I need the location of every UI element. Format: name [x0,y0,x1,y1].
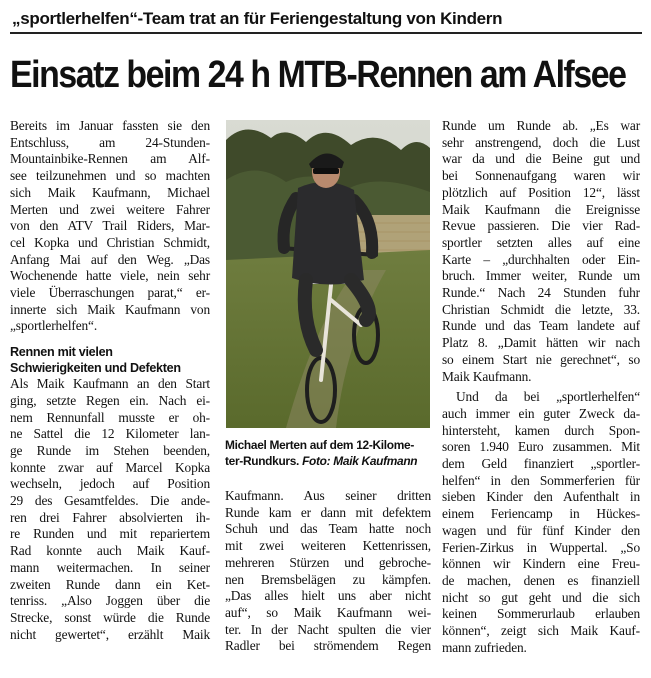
text-line: Anfang Mai auf den Weg. „Das [10,251,210,267]
text-line: tenriss. „Also Joggen über die [10,593,210,609]
text-line: ter. In der Nacht spulten die vier [225,621,431,637]
text-line: von den ATV Trail Riders, Mar- [10,218,210,234]
caption-line: Michael Merten auf dem 12-Kilome- [225,438,414,452]
text-line: Runde.“ Nach 24 Stunden fuhr [442,285,640,301]
article-photo [226,120,430,428]
article-column-1 [10,118,210,643]
text-line: nem Rennunfall musste er oh- [10,409,210,425]
text-line: einem Feriencamp in Hückes- [442,506,640,522]
text-line: Radler bei strömendem Regen [225,638,431,654]
text-line: ne Sattel die 12 Kilometer lan- [10,426,210,442]
kicker-rule [10,32,642,34]
paragraph-4 [442,389,640,656]
text-line: „Das alles hielt uns aber nicht [225,588,431,604]
text-line: so einem Start nie gerechnet“, so [442,351,640,367]
text-line: mann weitermachen. In seiner [10,559,210,575]
text-line: cel Kopka und Christian Schmidt, [10,234,210,250]
article-column-3 [442,118,640,657]
text-line: nicht gewertet“, erzählt Maik [10,626,210,642]
text-line: Christian Schmidt die letzte, 33. [442,301,640,317]
text-line: dem Geld finanziert „sportler- [442,456,640,472]
text-line: plötzlich auf Position 12“, lässt [442,184,640,200]
text-line: viele Überraschungen parat,“ er- [10,285,210,301]
text-line: Schuh und das Team hatte noch [225,521,431,537]
text-line: 29 des Gesamtfeldes. Die ande- [10,493,210,509]
text-line: soren 1.940 Euro zusammen. Mit [442,439,640,455]
text-line: nicht so gut geht und die sich [442,589,640,605]
text-line: Entschluss, am 24-Stunden- [10,134,210,150]
text-line: innerte sich Maik Kaufmann von [10,301,210,317]
text-line: ge Runde im Stehen beenden, [10,442,210,458]
text-line: zweiten Runde dann ein Ket- [10,576,210,592]
text-line: ging, setzte Regen ein. Nach ei- [10,392,210,408]
paragraph-2 [10,376,210,643]
text-line: see teilzunehmen und so machten [10,168,210,184]
text-line: Mountainbike-Rennen am Alf- [10,151,210,167]
text-line: Revue passieren. Die vier Rad- [442,218,640,234]
subheading [10,345,210,376]
text-line: sich Maik Kaufmann, Michael [10,184,210,200]
text-line: Maik Kaufmann die Ereignisse [442,201,640,217]
text-line: Rad konnte auch Maik Kauf- [10,543,210,559]
text-line: wagen und für fünf Kinder den [442,522,640,538]
text-line: nen Bremsbelägen zu kämpfen. [225,571,431,587]
kicker-line: „sportlerhelfen“-Team trat an für Feriengestaltung von Kindern [12,9,503,28]
caption-line [225,453,435,469]
text-line: bei Sonnenaufgang waren wir [442,168,640,184]
text-line: sehr anstrengend, doch die Lust [442,134,640,150]
text-line: re Runden und mit repariertem [10,526,210,542]
text-line: war da und die Beine gut und [442,151,640,167]
text-line: mit zwei weiteren Kettenrissen, [225,538,431,554]
text-line: Platz 8. „Damit hätten wir nach [442,335,640,351]
text-line: können wir Kindern eine Freu- [442,556,640,572]
text-line: Wochenende hatte viele, nein sehr [10,268,210,284]
text-line: Merten und zwei weitere Fahrer [10,201,210,217]
paragraph-1 [10,118,210,335]
text-line: auf“, so Maik Kaufmann wei- [225,604,431,620]
text-line: mehreren Stürzen und gebroche- [225,554,431,570]
text-line: hintersteht, kamen durch Spon- [442,422,640,438]
text-line: Runde kam er dann mit defektem [225,504,431,520]
cyclist-photo-illustration [226,120,430,428]
text-line: bruch. Immer weiter, Runde um [442,268,640,284]
paragraph-3 [442,118,640,385]
text-line: „sportlerhelfen“. [10,318,98,334]
text-line: Runde um Runde ab. „Es war [442,118,640,133]
text-line: wechseln, jedoch auf Position [10,476,210,492]
caption-text: ter-Rundkurs. [225,454,300,468]
text-line: ren drei Fahrer absolvierten ih- [10,509,210,525]
headline: Einsatz beim 24 h MTB-Rennen am Alfsee [10,54,626,96]
subheading-line: Schwierigkeiten und Defekten [10,360,181,375]
photo-credit: Foto: Maik Kaufmann [302,454,418,468]
text-line: helfen“ in den Sommerferien für [442,472,640,488]
photo-caption [225,437,435,469]
article-column-2 [225,488,431,655]
text-line: Runde und das Team landete auf [442,318,640,334]
text-line: mann zufrieden. [442,639,527,655]
text-line: de machen, denen es finanziell [442,572,640,588]
text-line: Ferien-Zirkus in Wuppertal. „So [442,539,640,555]
text-line: konnte zwar auf Marcel Kopka [10,459,210,475]
text-line: Bereits im Januar fassten sie den [10,118,210,133]
text-line: auch immer ein guter Zweck da- [442,405,640,421]
text-line: sieben Kinder den Aufenthalt in [442,489,640,505]
text-line: können“, zeigt sich Maik Kauf- [442,623,640,639]
text-line: Als Maik Kaufmann an den Start [10,376,210,392]
text-line: sportler setzten alles auf eine [442,234,640,250]
text-line: Maik Kaufmann. [442,368,532,384]
text-line: Karte – „durchhalten oder Ein- [442,251,640,267]
text-line: Kaufmann. Aus seiner dritten [225,488,431,503]
subheading-line: Rennen mit vielen [10,345,113,360]
text-line: Strecke, sonst würde die Runde [10,609,210,625]
text-line: Und da bei „sportlerhelfen“ [456,389,640,405]
text-line: keinen Sommerurlaub erlauben [442,606,640,622]
